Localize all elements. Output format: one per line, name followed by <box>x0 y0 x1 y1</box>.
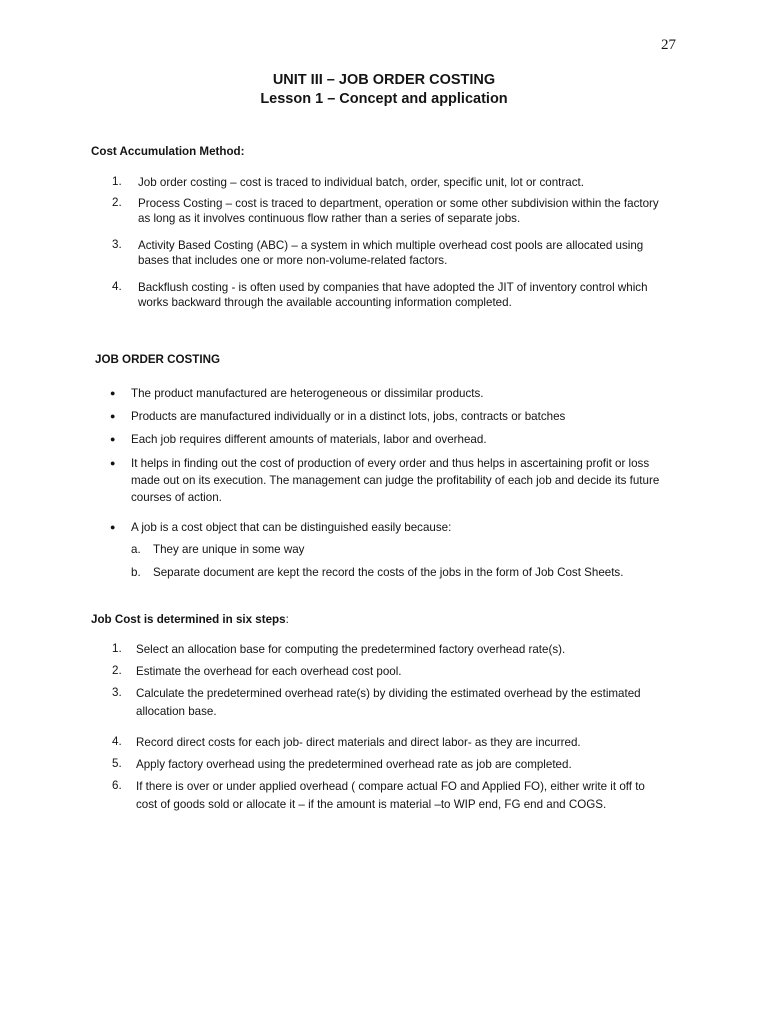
step-text: Select an allocation base for computing the predetermined factory overhead rate(s). <box>136 643 566 656</box>
list-item-text: bases that includes one or more non-volume-related factors. <box>138 254 448 267</box>
bullet-text: It helps in finding out the cost of production of every order and thus helps in ascertaining profit or loss <box>131 457 650 470</box>
step-number: 4. <box>112 735 122 748</box>
page-number: 27 <box>661 37 676 53</box>
step-text: If there is over or under applied overhead ( compare actual FO and Applied FO), either write it off to <box>136 780 645 793</box>
list-item-text: Backflush costing - is often used by companies that have adopted the JIT of inventory control which <box>138 281 648 294</box>
list-item-text: works backward through the available accounting information completed. <box>138 296 512 309</box>
sub-item-text: They are unique in some way <box>153 543 305 556</box>
list-item-number: 2. <box>112 196 122 209</box>
bullet-text: Products are manufactured individually or in a distinct lots, jobs, contracts or batches <box>131 410 566 423</box>
step-number: 1. <box>112 642 122 655</box>
bullet-icon: ● <box>110 434 116 444</box>
unit-title: UNIT III – JOB ORDER COSTING <box>272 72 496 88</box>
step-text: cost of goods sold or allocate it – if the amount is material –to WIP end, FG end and COGS. <box>136 798 607 811</box>
list-item-number: 4. <box>112 280 122 293</box>
step-text: Record direct costs for each job- direct materials and direct labor- as they are incurred. <box>136 736 581 749</box>
step-text: Estimate the overhead for each overhead cost pool. <box>136 665 402 678</box>
lesson-title: Lesson 1 – Concept and application <box>260 91 508 107</box>
bullet-icon: ● <box>110 522 116 532</box>
bullet-text: The product manufactured are heterogeneous or dissimilar products. <box>131 387 484 400</box>
section-heading-cost-accumulation: Cost Accumulation Method: <box>91 145 245 158</box>
list-item-text: Process Costing – cost is traced to department, operation or some other subdivision within the factory <box>138 197 659 210</box>
step-number: 3. <box>112 686 122 699</box>
sub-item-label: a. <box>131 543 141 556</box>
bullet-text: made out on its execution. The management can judge the profitability of each job and decide its future <box>131 474 660 487</box>
list-item-number: 1. <box>112 175 122 188</box>
section-heading-text: Job Cost is determined in six steps <box>91 613 286 626</box>
list-item-text: Job order costing – cost is traced to individual batch, order, specific unit, lot or contract. <box>138 176 584 189</box>
list-item-text: as long as it involves continuous flow rather than a series of separate jobs. <box>138 212 521 225</box>
bullet-text: Each job requires different amounts of materials, labor and overhead. <box>131 433 487 446</box>
bullet-icon: ● <box>110 458 116 468</box>
list-item-text: Activity Based Costing (ABC) – a system in which multiple overhead cost pools are allocated using <box>138 239 644 252</box>
step-number: 2. <box>112 664 122 677</box>
step-number: 6. <box>112 779 122 792</box>
bullet-text: courses of action. <box>131 491 222 504</box>
step-text: Calculate the predetermined overhead rate(s) by dividing the estimated overhead by the estimated <box>136 687 641 700</box>
step-text: Apply factory overhead using the predetermined overhead rate as job are completed. <box>136 758 572 771</box>
step-text: allocation base. <box>136 705 217 718</box>
list-item-number: 3. <box>112 238 122 251</box>
step-number: 5. <box>112 757 122 770</box>
bullet-text: A job is a cost object that can be distinguished easily because: <box>131 521 452 534</box>
section-heading-colon: : <box>285 613 289 626</box>
section-heading-six-steps <box>91 613 289 626</box>
sub-item-text: Separate document are kept the record the costs of the jobs in the form of Job Cost Sheets. <box>153 566 624 579</box>
sub-item-label: b. <box>131 566 141 579</box>
bullet-icon: ● <box>110 411 116 421</box>
section-heading-job-order-costing: JOB ORDER COSTING <box>95 353 220 366</box>
bullet-icon: ● <box>110 388 116 398</box>
